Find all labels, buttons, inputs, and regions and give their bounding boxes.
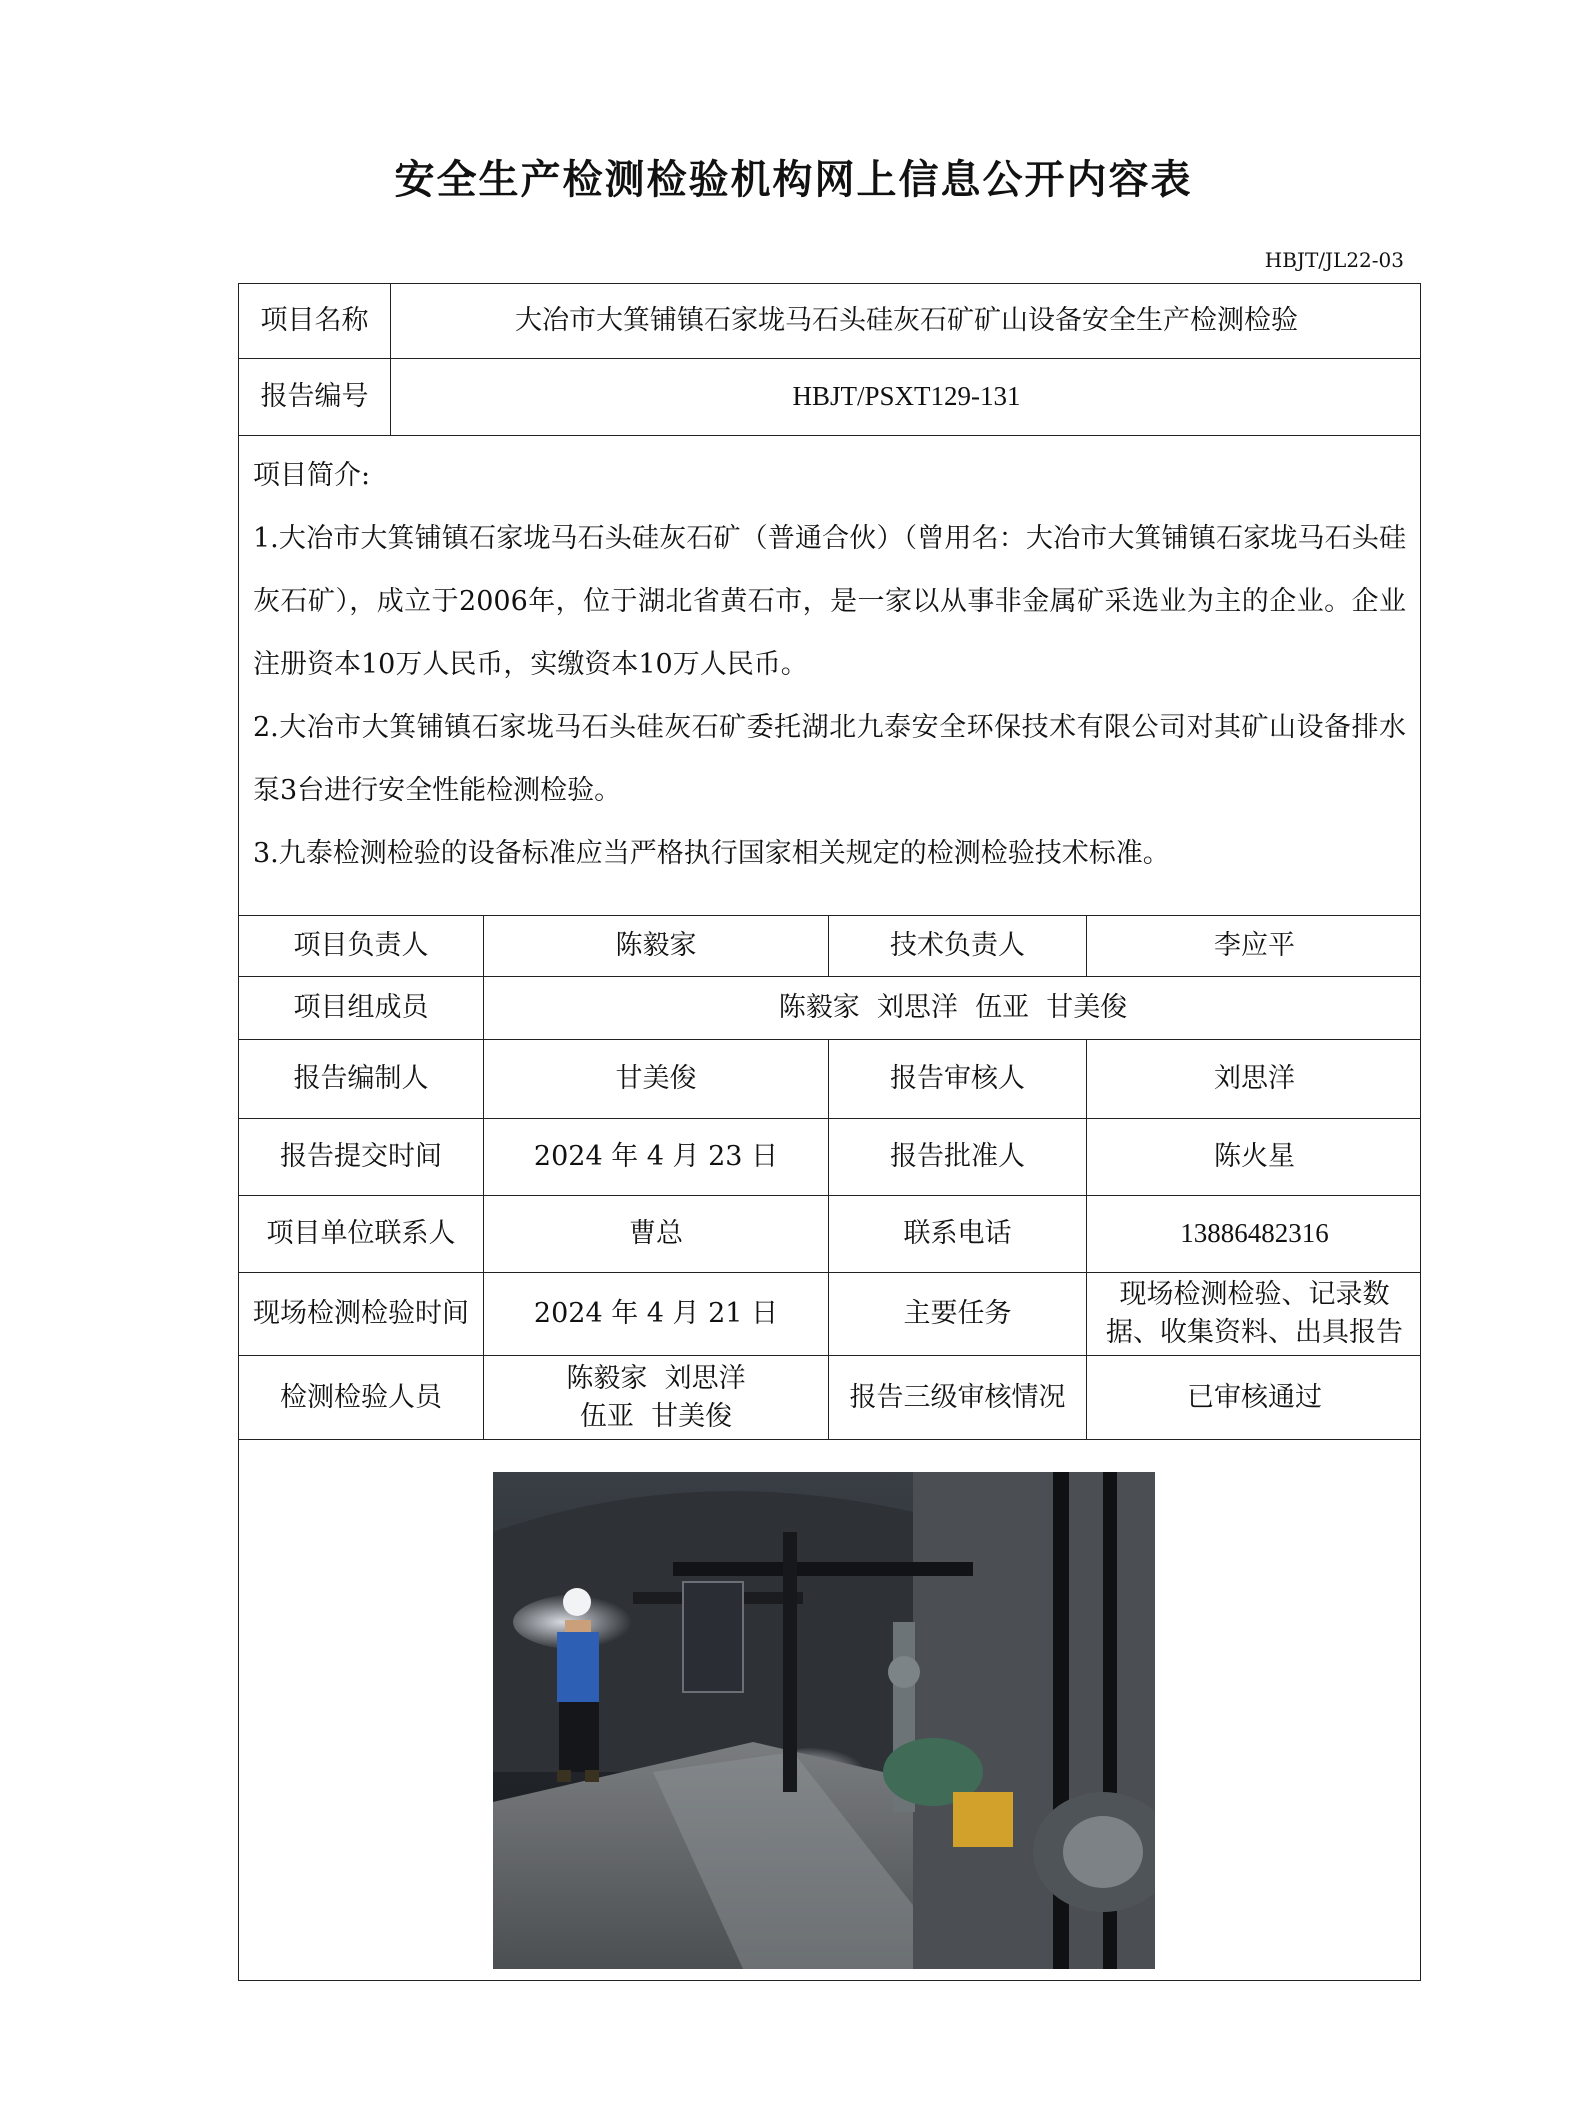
project-name-value: 大冶市大箕铺镇石家垅马石头硅灰石矿矿山设备安全生产检测检验 [515,305,1298,337]
submit-date-label: 报告提交时间 [239,1119,484,1195]
submit-date-value: 2024 年 4 月 23 日 [484,1119,829,1195]
table-row [239,977,1420,1040]
report-author-value: 甘美俊 [484,1040,829,1118]
mine-tunnel-photo-illustration [493,1472,1155,1969]
intro-paragraph-1: 1.大冶市大箕铺镇石家垅马石头硅灰石矿（普通合伙）（曾用名：大冶市大箕铺镇石家垅马石头硅灰石矿），成立于2006年，位于湖北省黄石市，是一家以从事非金属矿采选业为主的企业。企业注册资本10万人民币，实缴资本10万人民币。 [253,523,1406,680]
report-reviewer-value: 刘思洋 [1214,1063,1295,1095]
intro-paragraph-3: 3.九泰检测检验的设备标准应当严格执行国家相关规定的检测检验技术标准。 [253,838,1170,869]
site-photo [493,1472,1155,1969]
table-row [239,1273,1420,1356]
contact-person-value: 曹总 [484,1196,829,1272]
intro-paragraph-2: 2.大冶市大箕铺镇石家垅马石头硅灰石矿委托湖北九泰安全环保技术有限公司对其矿山设备排水泵3台进行安全性能检测检验。 [253,712,1406,806]
report-reviewer-label: 报告审核人 [829,1040,1087,1118]
review-status-label: 报告三级审核情况 [829,1356,1087,1439]
main-tasks-label: 主要任务 [829,1273,1087,1355]
project-name-row [239,284,1420,359]
inspectors-value: 陈毅家 刘思洋 伍亚 甘美俊 [484,1356,829,1439]
table-row [239,1119,1420,1196]
project-name-label: 项目名称 [239,284,391,358]
project-leader-label: 项目负责人 [239,916,484,976]
main-tasks-value: 现场检测检验、记录数据、收集资料、出具报告 [1106,1279,1403,1348]
info-table [238,283,1421,1981]
table-row [239,1040,1420,1119]
review-status-value: 已审核通过 [1187,1381,1322,1413]
project-intro [239,436,1420,916]
table-row [239,916,1420,977]
inspection-date-label: 现场检测检验时间 [239,1273,484,1355]
project-leader-value: 陈毅家 [484,916,829,976]
contact-phone-value: 13886482316 [1180,1218,1329,1249]
contact-person-label: 项目单位联系人 [239,1196,484,1272]
report-no-label: 报告编号 [239,359,391,435]
inspection-date-value: 2024 年 4 月 21 日 [484,1273,829,1355]
report-approver-value: 陈火星 [1214,1141,1295,1173]
team-members-label: 项目组成员 [239,977,484,1039]
inspectors-label: 检测检验人员 [239,1356,484,1439]
document-title: 安全生产检测检验机构网上信息公开内容表 [394,156,1193,203]
tech-leader-value: 李应平 [1214,930,1295,962]
report-author-label: 报告编制人 [239,1040,484,1118]
contact-phone-label: 联系电话 [829,1196,1087,1272]
document-code: HBJT/JL22-03 [1264,248,1404,272]
report-no-value: HBJT/PSXT129-131 [792,381,1021,412]
tech-leader-label: 技术负责人 [829,916,1087,976]
team-members-value: 陈毅家 刘思洋 伍亚 甘美俊 [778,992,1128,1024]
table-row [239,1356,1420,1440]
table-row [239,1196,1420,1273]
report-approver-label: 报告批准人 [829,1119,1087,1195]
report-no-row [239,359,1420,436]
intro-label: 项目简介: [253,460,371,491]
